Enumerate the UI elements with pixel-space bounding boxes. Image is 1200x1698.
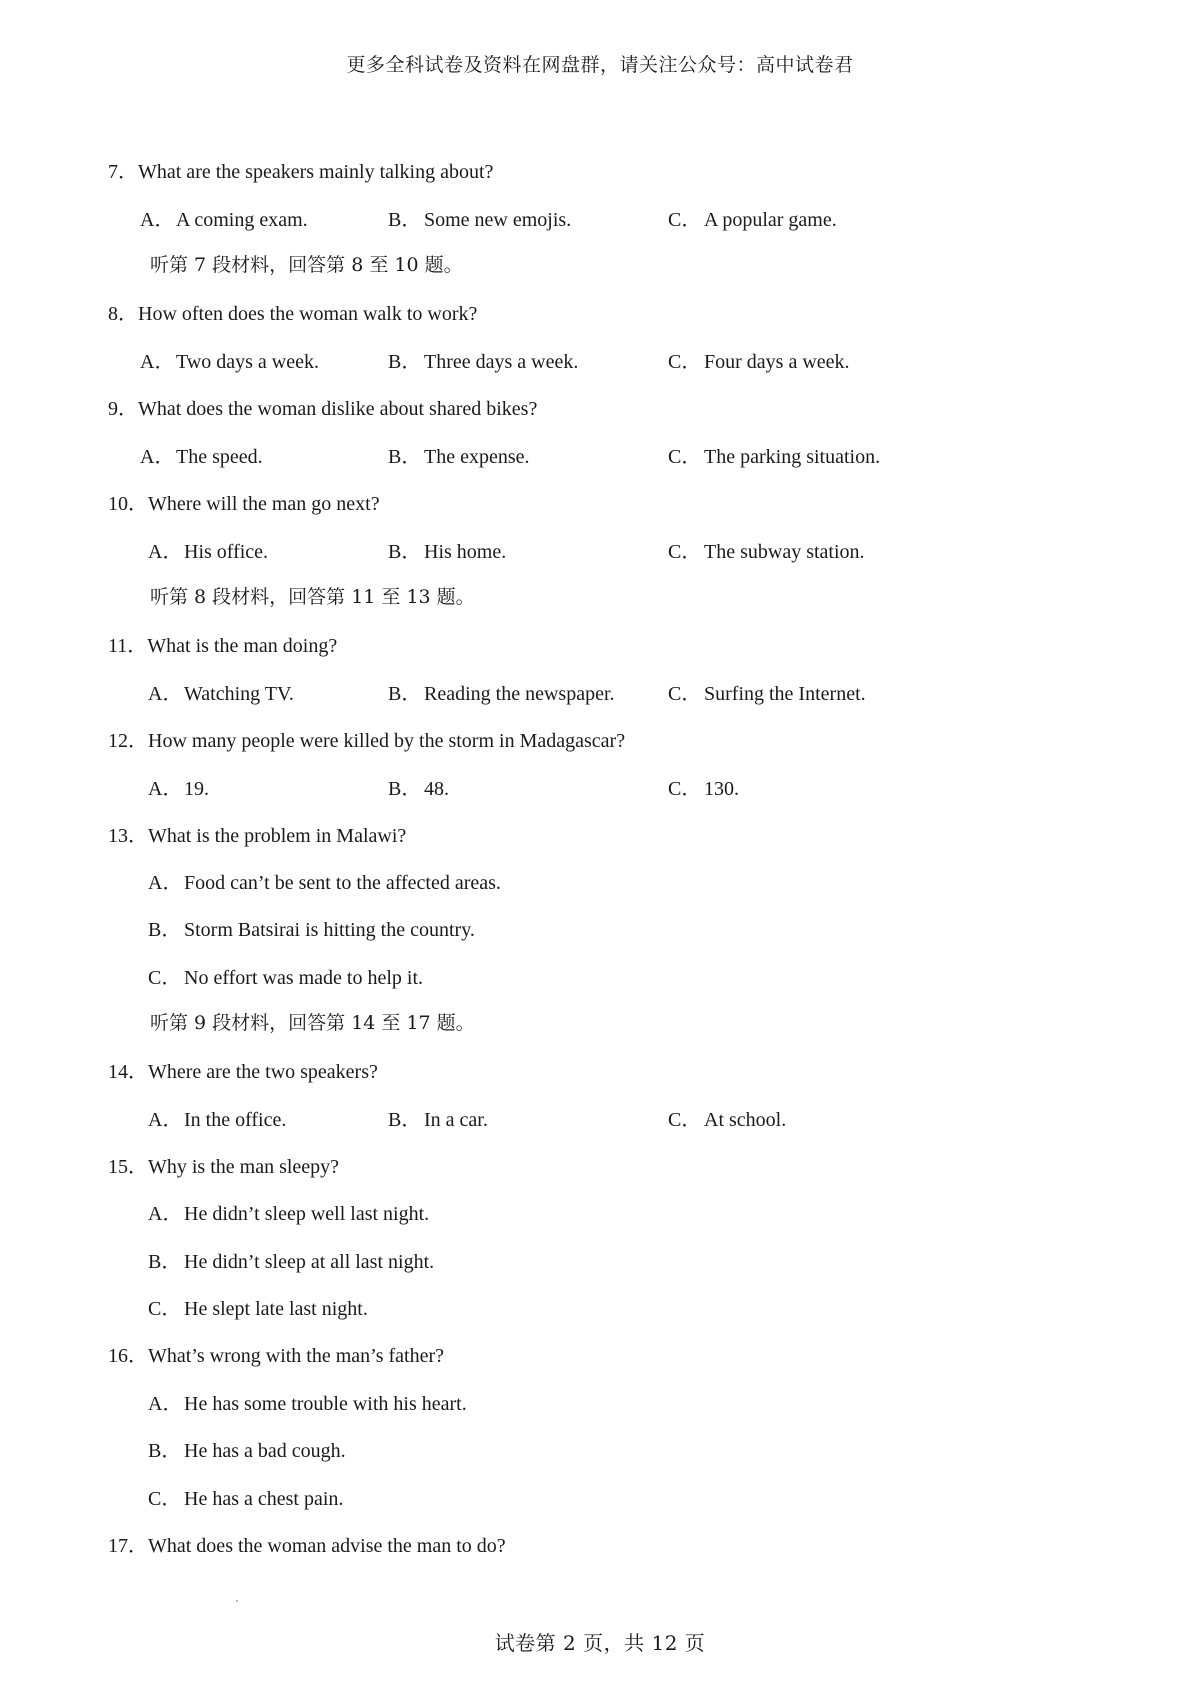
question-number: 11． xyxy=(108,635,148,657)
question-17 xyxy=(108,1529,506,1558)
question-text: How many people were killed by the storm in Madagascar? xyxy=(148,730,626,752)
question-15 xyxy=(108,1150,339,1179)
question-number: 12． xyxy=(108,730,148,752)
question-text: What’s wrong with the man’s father? xyxy=(148,1345,445,1367)
option-row-15c xyxy=(0,1292,1200,1322)
question-text: Where are the two speakers? xyxy=(148,1061,378,1083)
option-c: C． At school. xyxy=(668,1109,787,1131)
question-number: 10． xyxy=(108,493,148,515)
option-c: C． The parking situation. xyxy=(668,446,881,468)
question-text: What is the man doing? xyxy=(147,635,338,657)
option-c: C． The subway station. xyxy=(668,541,865,563)
option-c: C． Surfing the Internet. xyxy=(668,683,866,705)
scan-speck xyxy=(236,1600,238,1602)
option-a: A．Food can’t be sent to the affected areas. xyxy=(148,872,501,894)
option-row-13b xyxy=(0,913,1200,943)
page-header: 更多全科试卷及资料在网盘群，请关注公众号：高中试卷君 xyxy=(346,54,854,76)
question-14 xyxy=(108,1055,378,1084)
option-c: C． 130. xyxy=(668,778,739,800)
option-c: C． No effort was made to help it. xyxy=(148,967,424,989)
option-a: A．In the office. xyxy=(148,1109,287,1131)
option-b: B． In a car. xyxy=(388,1109,488,1131)
question-number: 8． xyxy=(108,303,138,325)
options-row-12 xyxy=(0,772,1200,802)
question-11 xyxy=(108,629,337,658)
section-instruction: 听第 9 段材料，回答第 14 至 17 题。 xyxy=(150,1012,475,1034)
question-number: 13． xyxy=(108,825,148,847)
options-row-11 xyxy=(0,677,1200,707)
option-b: B． Three days a week. xyxy=(388,351,579,373)
options-row-14 xyxy=(0,1103,1200,1133)
question-text: Why is the man sleepy? xyxy=(148,1156,340,1178)
question-13 xyxy=(108,819,406,848)
option-a: A．19. xyxy=(148,778,209,800)
option-a: A．The speed. xyxy=(140,446,263,468)
question-text: Where will the man go next? xyxy=(148,493,380,515)
option-a: A．Two days a week. xyxy=(140,351,319,373)
option-row-15a xyxy=(0,1197,1200,1227)
question-text: What does the woman dislike about shared bikes? xyxy=(138,398,538,420)
option-b: B． The expense. xyxy=(388,446,530,468)
page-footer: 试卷第 2 页，共 12 页 xyxy=(494,1631,706,1655)
question-8 xyxy=(108,297,477,326)
option-row-16a xyxy=(0,1387,1200,1417)
options-row-10 xyxy=(0,535,1200,565)
option-a: A．He has some trouble with his heart. xyxy=(148,1393,467,1415)
option-b: B． Storm Batsirai is hitting the country. xyxy=(148,919,475,941)
question-12 xyxy=(108,724,625,753)
option-c: C． A popular game. xyxy=(668,209,837,231)
question-number: 16． xyxy=(108,1345,148,1367)
question-text: What are the speakers mainly talking about? xyxy=(138,161,494,183)
question-9 xyxy=(108,392,537,421)
options-row-9 xyxy=(0,440,1200,470)
option-b: B． His home. xyxy=(388,541,507,563)
option-row-16b xyxy=(0,1434,1200,1464)
option-b: B． He didn’t sleep at all last night. xyxy=(148,1251,435,1273)
option-c: C． Four days a week. xyxy=(668,351,850,373)
question-number: 17． xyxy=(108,1535,148,1557)
option-b: B． Reading the newspaper. xyxy=(388,683,615,705)
section-instruction: 听第 8 段材料，回答第 11 至 13 题。 xyxy=(150,586,475,608)
option-b: B． He has a bad cough. xyxy=(148,1440,346,1462)
question-number: 7． xyxy=(108,161,138,183)
option-row-15b xyxy=(0,1245,1200,1275)
question-number: 15． xyxy=(108,1156,148,1178)
options-row-7 xyxy=(0,203,1200,233)
question-text: What is the problem in Malawi? xyxy=(148,825,407,847)
option-c: C． He slept late last night. xyxy=(148,1298,368,1320)
question-10 xyxy=(108,487,380,516)
options-row-8 xyxy=(0,345,1200,375)
option-c: C． He has a chest pain. xyxy=(148,1488,344,1510)
question-16 xyxy=(108,1339,444,1368)
section-instruction: 听第 7 段材料，回答第 8 至 10 题。 xyxy=(150,254,463,276)
option-a: A．He didn’t sleep well last night. xyxy=(148,1203,430,1225)
option-row-16c xyxy=(0,1482,1200,1512)
question-number: 14． xyxy=(108,1061,148,1083)
option-b: B． Some new emojis. xyxy=(388,209,572,231)
question-7 xyxy=(108,155,493,184)
question-text: How often does the woman walk to work? xyxy=(138,303,478,325)
question-number: 9． xyxy=(108,398,138,420)
option-row-13a xyxy=(0,866,1200,896)
option-b: B． 48. xyxy=(388,778,449,800)
option-a: A．His office. xyxy=(148,541,269,563)
option-a: A．Watching TV. xyxy=(148,683,294,705)
option-row-13c xyxy=(0,961,1200,991)
option-a: A．A coming exam. xyxy=(140,209,308,231)
question-text: What does the woman advise the man to do? xyxy=(148,1535,506,1557)
